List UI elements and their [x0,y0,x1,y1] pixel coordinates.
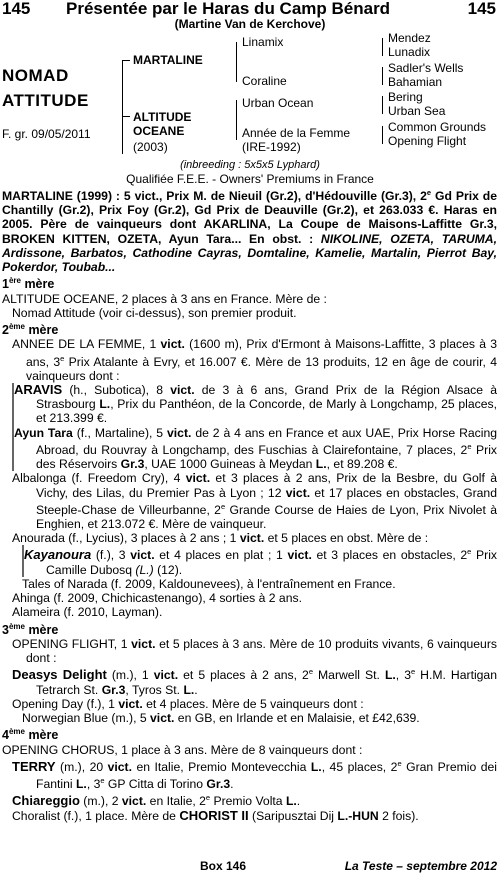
lot-number-right: 145 [467,0,496,18]
pedigree-ggs-6: Urban Sea [388,104,446,118]
lot-number-left: 145 [2,0,31,18]
produce-entry-aravis: ARAVIS (h., Subotica), 8 vict. de 3 à 6 ans, Grand Prix de la Région Alsace à Strasbourg L., Prix du Panthéon, de la Concorde, de Marly à Longchamp, 25 places, et 213.399 €. [14,382,497,426]
pedigree-ggs-2: Lunadix [388,45,431,59]
fourth-dam-entry: OPENING CHORUS, 1 place à 3 ans. Mère de 8 vainqueurs dont : [2,742,363,757]
page-footer [0,859,500,875]
qualification-note: Qualifiée F.E.E. - Owners' Premiums in France [126,172,374,186]
generation-2-heading: 2ème mère [2,322,59,338]
sale-reference: La Teste – septembre 2012 [344,859,497,873]
produce-entry-ahinga: Ahinga (f. 2009, Chichicastenango), 4 sorties à 2 ans. [12,591,302,606]
generation-1-heading: 1ère mère [2,276,55,292]
produce-entry-alameira: Alameira (f. 2010, Layman). [12,605,163,620]
pedigree-ggs-8: Opening Flight [388,134,467,148]
header-title: Présentée par le Haras du Camp Bénard [66,0,391,18]
generation-4-heading: 4ème mère [2,727,59,743]
pedigree-bracket-3 [382,96,383,114]
generation-3-heading: 3ème mère [2,621,59,637]
inbreeding-note: (inbreeding : 5x5x5 Lyphard) [180,159,320,171]
produce-entry-norwegian-blue: Norwegian Blue (m.), 5 vict. en GB, en Irlande et en Malaisie, et £42,639. [22,710,420,725]
pedigree-ggs-1: Mendez [388,31,431,45]
produce-entry-chiareggio: Chiareggio (m.), 2 vict. en Italie, 2e Premio Volta L.. [12,793,301,809]
box-number: Box 146 [200,859,247,873]
pedigree-bracket-2a [236,42,237,82]
produce-entry-deasys: Deasys Delight (m.), 1 vict. et 5 places à 2 ans, 2e Marwell St. L., 3e H.M. Hartigan Tetrarch St. Gr.3, Tyros St. L.. [12,667,497,697]
stakes-winners-group [12,383,497,471]
pedigree-text [2,186,497,823]
produce-entry-anourada: Anourada (f., Lycius), 3 places à 2 ans ; 1 vict. et 5 places en obst. Mère de : [12,531,429,546]
granddam-entry: ANNEE DE LA FEMME, 1 vict. (1600 m), Prix d'Ermont à Maisons-Laffitte, 3 places à 3 ans, 3e Prix Atalante à Evry, et 16.007 €. Mère de 13 produits, 12 en âge de courir, 4 vainqueurs dont : [12,337,497,383]
produce-entry-albalonga: Albalonga (f. Freedom Cry), 4 vict. et 3 places à 2 ans, Prix de la Besbre, du Golf à Vichy, des Lilas, du Premier Pas à Lyon ; 12 vict. et 17 places en obstacles, Grand Steeple-Chase de Villeurbanne, 2e Grande Course de Haies de Lyon, Prix Nivolet à Enghien, et 213.072 €. Mère de vainqueur. [12,471,497,532]
stakes-winners-group [22,545,497,576]
pedigree-bracket-1 [122,60,123,154]
pedigree-bracket-3 [382,67,383,85]
pedigree-ggs-3: Sadler's Wells [388,61,464,75]
header-subtitle: (Martine Van de Kerchove) [174,17,326,31]
horse-name-line1: NOMAD [2,66,69,85]
produce-entry-opening-day: Opening Day (f.), 1 vict. et 4 places. Mère de 5 vainqueurs dont : [12,696,364,711]
pedigree-ggs-7: Common Grounds [388,120,487,134]
pedigree-gs1: Linamix [242,35,284,49]
produce-entry-kayanoura: Kayanoura (f.), 3 vict. et 4 places en plat ; 1 vict. et 3 places en obstacles, 2e Prix Camille Dubosq (L.) (12). [24,547,497,577]
produce-entry-choralist: Choralist (f.), 1 place. Mère de CHORIST II (Saripusztai Dij L.-HUN 2 fois). [12,807,419,823]
pedigree-ggs-5: Bering [388,90,423,104]
horse-name-line2: ATTITUDE [2,91,89,110]
sire-paragraph: MARTALINE (1999) : 5 vict., Prix M. de Nieuil (Gr.2), d'Hédouville (Gr.3), 2e Gd Prix de Chantilly (Gr.2), Prix Foy (Gr.2), Gd Prix de Deauville (Gr.2), et 263.033 €. Haras en 2005. Père de vainqueurs dont AKARLINA, La Coupe de Maisons-Laffitte Gr.3, BROKEN KITTEN, OZETA, Ayun Tara... En obst. : NIKOLINE, OZETA, TARUMA, Ardissone, Barbatos, Cathodine Cayras, Domtaline, Kamelie, Martalin, Pierrot Bay, Pokerdor, Toubab... [2,188,498,275]
pedigree-bracket-2b [236,100,237,140]
pedigree-dam-line2: OCEANE [133,124,185,138]
pedigree-dam-line1: ALTITUDE [133,110,192,124]
dam-entry: ALTITUDE OCEANE, 2 places à 3 ans en France. Mère de : [2,291,327,306]
pedigree-bracket-3 [382,126,383,144]
pedigree-tick [122,60,130,61]
foal-entry: Nomad Attitude (voir ci-dessus), son premier produit. [12,305,297,320]
pedigree-bracket-3 [382,38,383,56]
third-dam-entry: OPENING FLIGHT, 1 vict. et 5 places à 3 ans. Mère de 10 produits vivants, 6 vainqueurs dont : [12,636,497,666]
pedigree-gd2-line2: (IRE-1992) [242,140,301,154]
pedigree-gd1: Coraline [242,74,287,88]
pedigree-tick [122,116,130,117]
pedigree-ggs-4: Bahamian [388,75,443,89]
pedigree-gs2: Urban Ocean [242,96,314,110]
horse-details: F. gr. 09/05/2011 [2,127,91,141]
pedigree-sire: MARTALINE [133,53,203,67]
pedigree-gd2-line1: Année de la Femme [242,126,351,140]
produce-entry-terry: TERRY (m.), 20 vict. en Italie, Premio Montevecchia L., 45 places, 2e Gran Premio dei Fantini L., 3e GP Citta di Torino Gr.3. [12,758,498,792]
produce-entry-ayun-tara: Ayun Tara (f., Martaline), 5 vict. de 2 à 4 ans en France et aux UAE, Prix Horse Racing Abroad, du Rouvray à Longchamp, des Fuschias à Clairefontaine, 7 places, 2e Prix des Réservoirs Gr.3, UAE 1000 Guineas à Meydan L., et 89.208 €. [14,425,498,472]
produce-entry-tales: Tales of Narada (f. 2009, Kaldounevees), à l'entraînement en France. [22,576,396,591]
pedigree-dam-year: (2003) [133,140,168,154]
